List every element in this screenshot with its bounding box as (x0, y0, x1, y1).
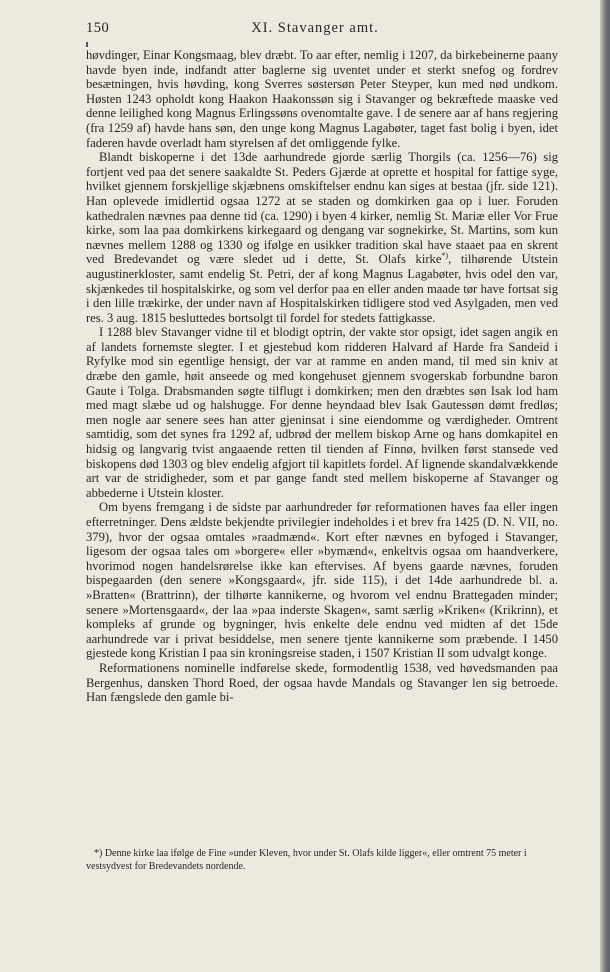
paragraph: Reformationens nominelle indførelse skede, formodentlig 1538, ved høvedsmanden paa Bergenhus, dansken Thord Roed, der ogsaa havde Mandals og Stavanger len sig betroede. Han fængslede den gamle bi- (86, 660, 558, 705)
paragraph-part: Blandt biskoperne i det 13de aarhundrede gjorde særlig Thorgils (ca. 1256—76) sig fortjent ved paa det senere saakaldte St. Peders Gjærde at oprette et hospital for fattige syge, hvilket gjennem forskjellige skjæbnens omskiftelser endnu kan siges at bestaa (jfr. side 121). Han oplevede imidlertid ogsaa 1272 at se staden og domkirken gaa op i luer. Foruden kathedralen nævnes paa denne tid (ca. 1290) i byen 4 kirker, nemlig St. Mariæ eller Vor Frue kirke, som laa paa domkirkens kirkegaard og dengang var sognekirke, St. Martins, som kun nævnes mellem 1288 og 1330 og ifølge en usikker tradition skal have staaet paa en skrent ved Bredevandet og være sledet ud i dette, St. Olafs kirke (86, 150, 558, 267)
paragraph-part: , tilhørende Utstein augustinerkloster, samt endelig St. Petri, der af kong Magnus Lagabøter, hvis odel den var, skjænkedes til hospitalskirke, og som vel derfor paa en eller anden maade tør have fortsat sig i den lille trækirke, der under navn af Hospitalskirken tidligere stod ved Asylgaden, men ved res. 3 aug. 1815 besluttedes bortsolgt til fordel for stedets fattigkasse. (86, 252, 559, 325)
paragraph (86, 150, 558, 325)
body-text (86, 48, 558, 705)
paragraph: I 1288 blev Stavanger vidne til et blodigt optrin, der vakte stor opsigt, idet sagen angik en af landets fornemste slegter. I et gjestebud kom ridderen Halvard af Harde fra Sandeid i Ryfylke mod sin egentlige hensigt, der var at ramme en anden mand, til med sin kniv at dræbe den gamle, høit anseede og med kongehuset gjennem svogerskab forbundne baron Gaute i Tolga. Drabsmanden søgte tilflugt i domkirken; men den dræbtes søn Isak lod ham med magt slæbe ud og halshugge. For denne heyndaad blev Isak Gautessøn dømt fredløs; men nogle aar senere sees han atter gjeninsat i sine eiendomme og værdigheder. Omtrent samtidig, som det synes fra 1292 af, udbrød der mellem biskop Arne og hans domkapitel en hidsig og langvarig tvist angaaende retten til tienden af Finnø, hvilken først stansede ved biskopens død 1303 og blev endelig afgjort til kapitlets fordel. Af lignende skandalvækkende art var de stridigheder, som et par gange fandt sted mellem biskoperne af Stavanger og abbederne i Utstein kloster. (86, 325, 558, 500)
page-header (86, 20, 544, 38)
footnote-marker: *) (441, 251, 449, 261)
footnote-text: *) Denne kirke laa ifølge de Fine »under Kleven, hvor under St. Olafs kilde ligger«, eller omtrent 75 meter i vestsydvest for Bredevandets nordende. (86, 848, 527, 872)
paragraph: Om byens fremgang i de sidste par aarhundreder før reformationen haves faa eller ingen efterretninger. Dens ældste bekjendte privilegier indeholdes i et brev fra 1425 (D. N. VII, no. 379), hvor der ogsaa omtales »raadmænd«. Kort efter nævnes en byfoged i Stavanger, ligesom der ogsaa tales om »borgere« eller »bymænd«, enkeltvis ogsaa om haandverkere, hvorimod nogen handelsrørelse ikke kan eftervises. Af byens gaarde nævnes, foruden bispegaarden (den senere »Kongsgaard«, jfr. side 115), i det 14de aarhundrede bl. a. »Bratten« (Brattrinn), der tilhørte kannikerne, og hvorom vel endnu Brattegaden minder; senere »Mortensgaard«, der laa »paa inderste Skagen«, samt særlig »Kriken« (Krikrinn), et kompleks af grunde og bygninger, hvis enkelte dele endnu ved midten af det 15de aarhundrede var i privat besiddelse, men senere tjente kannikerne som præbende. I 1450 gjestede kong Kristian I paa sin kroningsreise staden, i 1507 Kristian II som udvalgt konge. (86, 500, 558, 661)
page-number: 150 (86, 20, 110, 36)
page-edge (600, 0, 610, 972)
running-title: XI. Stavanger amt. (251, 20, 379, 36)
margin-mark (86, 42, 88, 47)
paragraph: høvdinger, Einar Kongsmaag, blev dræbt. To aar efter, nemlig i 1207, da birkebeinerne paany havde byen inde, indfandt atter baglerne sig uventet under et sterkt snefog og fordrev besætningen, hvis høvding, kong Sverres søstersøn Peter Steyper, kun med nød undkom. Høsten 1243 opholdt kong Haakon Haakonssøn sig i Stavanger og bekræftede maaske ved denne leilighed kong Magnus Erlingssøns ovenomtalte gave. I de senere aar af hans regjering (fra 1259 af) havde hans søn, den unge kong Magnus Lagabøter, taget fast bolig i byen, idet faderen havde overladt ham styrelsen af det omliggende fylke. (86, 48, 558, 150)
footnote (86, 848, 558, 873)
